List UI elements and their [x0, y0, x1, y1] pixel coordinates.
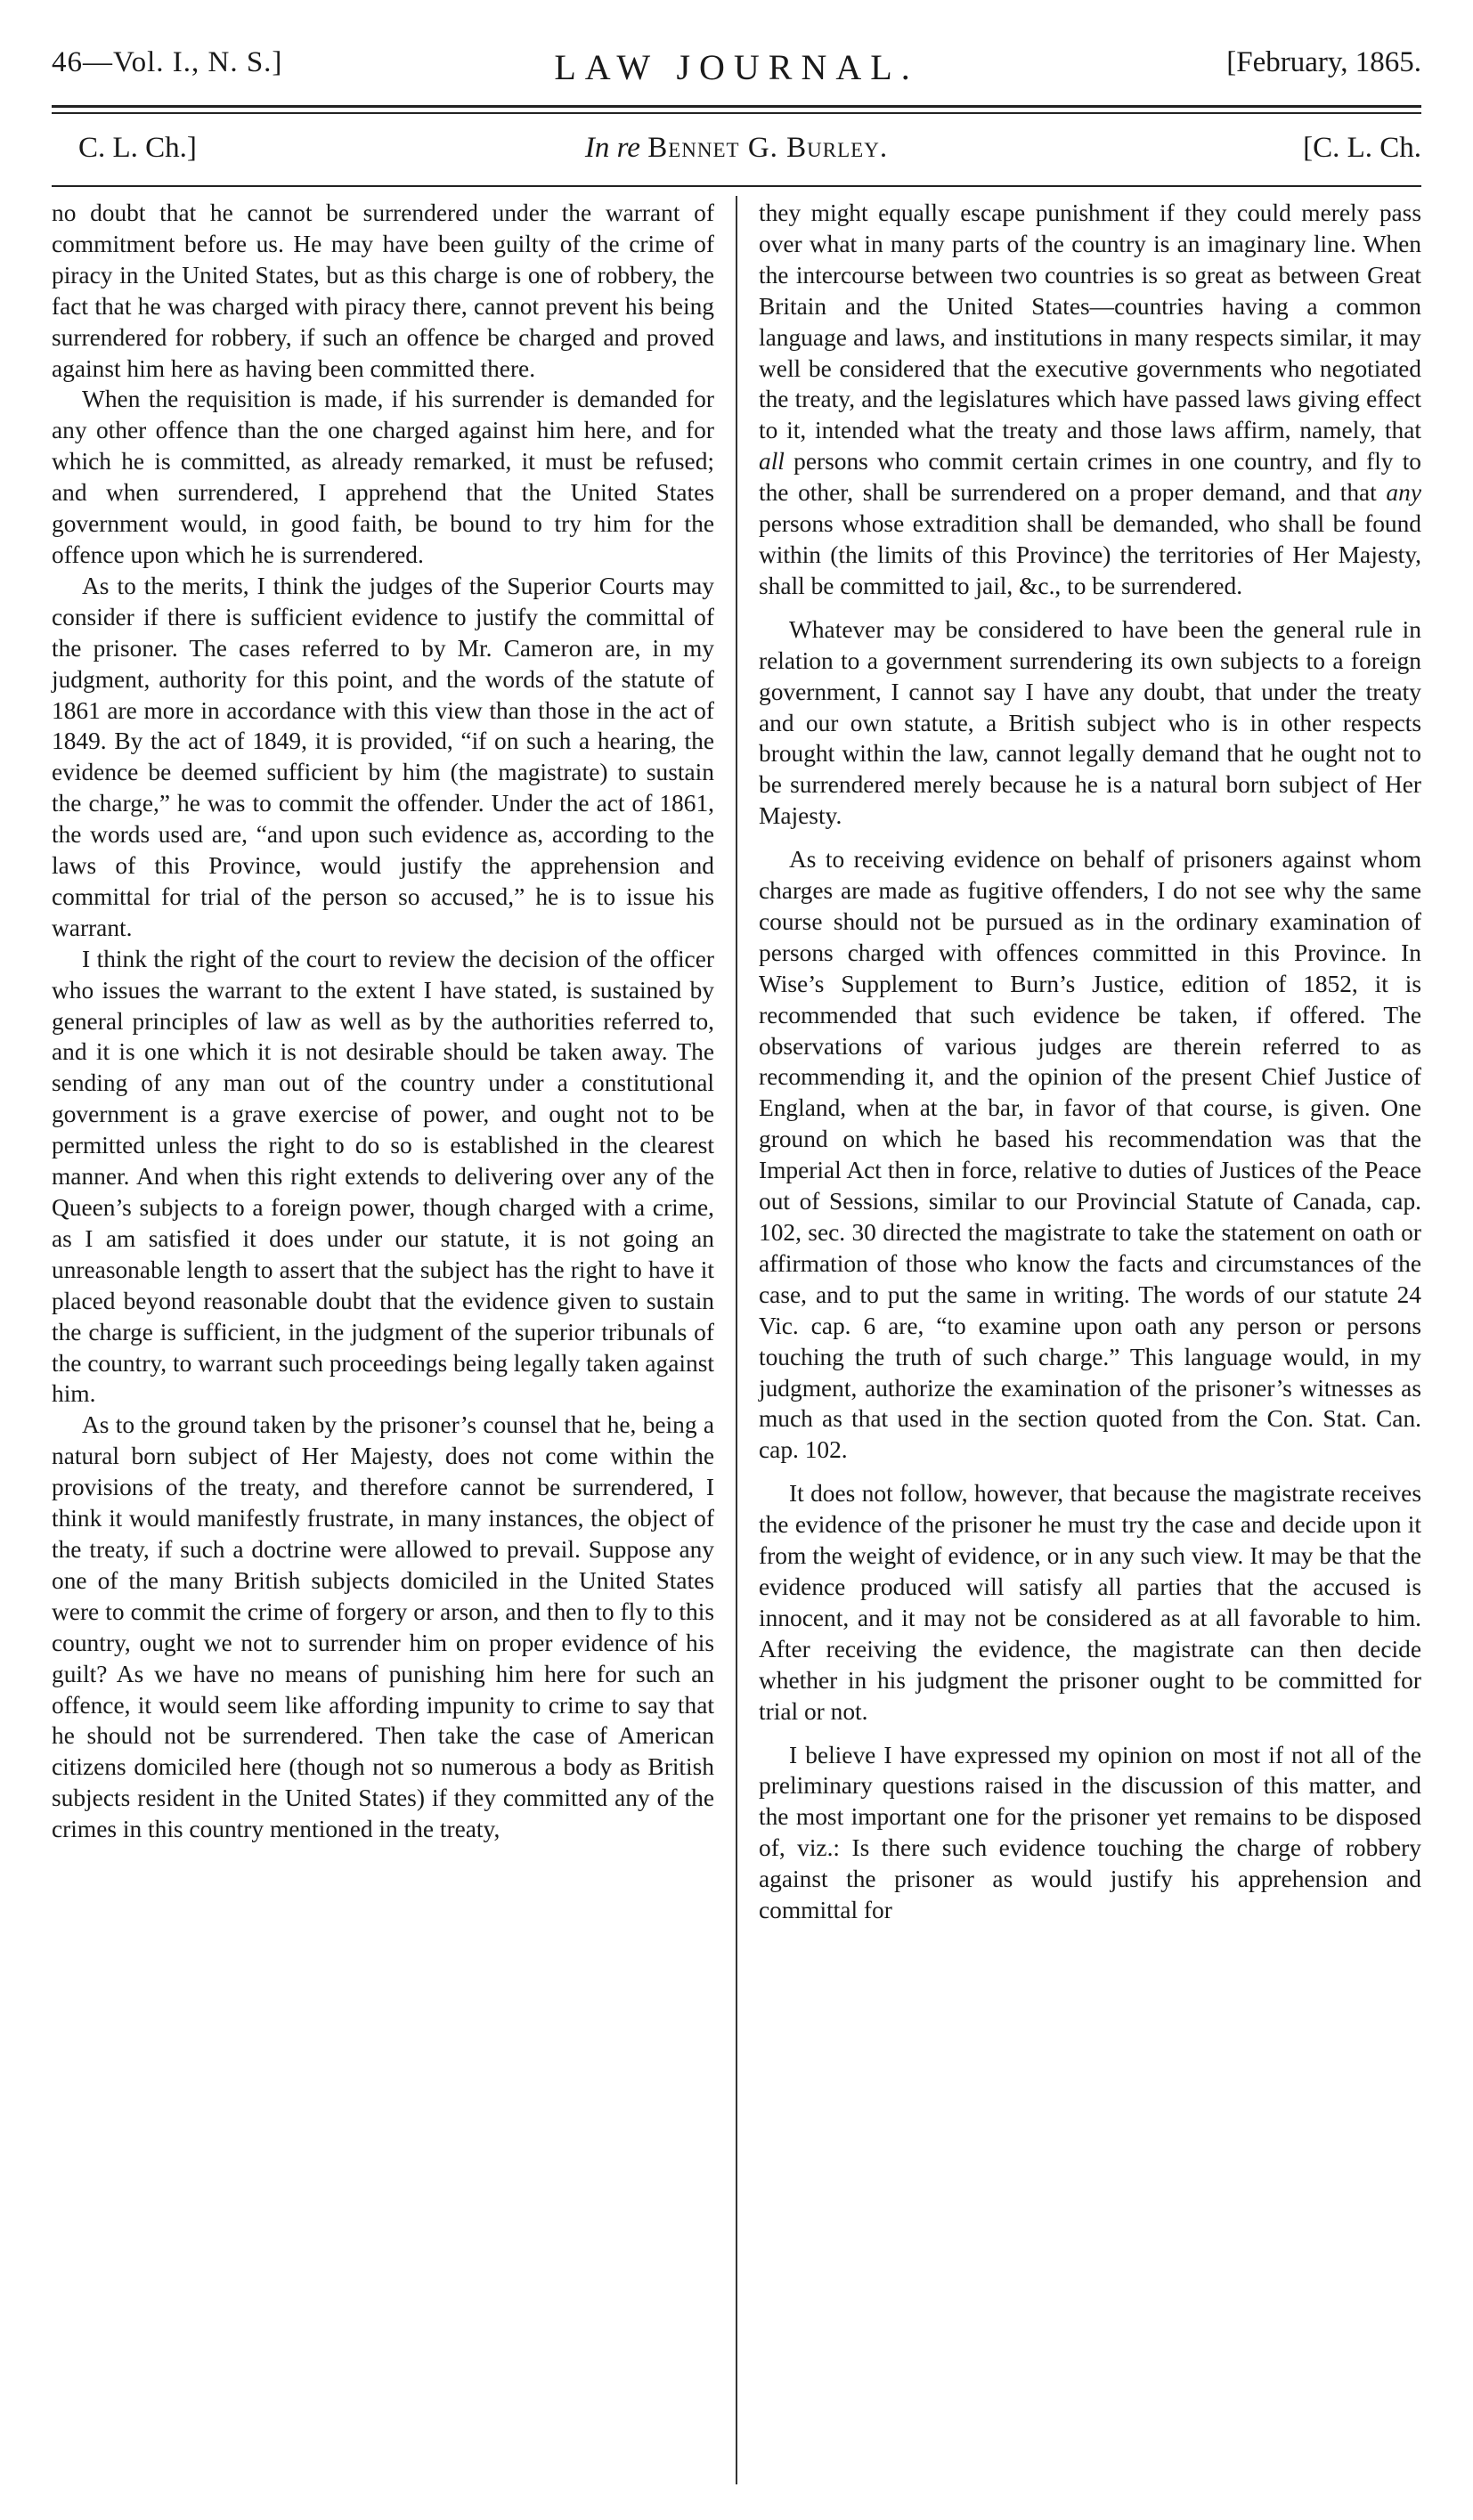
court-label-right: [C. L. Ch. — [1303, 132, 1421, 164]
paragraph: When the requisition is made, if his surrender is demanded for any other offence than the one charged against him here, and for which he is committed, as already remarked, it must be refused; and when surrendered, I apprehend that the United States government would, in good faith, be bound to try him for the offence upon which he is surrendered. — [52, 386, 714, 568]
paragraph-text: they might equally escape punishment if they could merely pass over what in many parts of the country is an imaginary line. When the intercourse between two countries is so great as between Great Britain and the United States—countries having a common language and laws, and institutions in many respects similar, it may well be considered that the executive governments who negotiated the treaty, and the legislatures which have passed laws giving effect to it, intended what the treaty and those laws affirm, namely, that — [759, 199, 1421, 444]
paragraph: no doubt that he cannot be surrendered under the warrant of commitment before us. He may have been guilty of the crime of piracy in the United States, but as this charge is one of robbery, the fact that he was charged with piracy there, cannot prevent his being surrendered for robbery, if such an offence be charged and proved against him here as having been committed there. — [52, 199, 714, 382]
case-name: Bennet G. Burley. — [647, 132, 889, 164]
case-header — [52, 132, 1421, 178]
case-prefix: In re — [584, 132, 640, 164]
paragraph: As to the merits, I think the judges of the Superior Courts may consider if there is sufficient evidence to justify the committal of the prisoner. The cases referred to by Mr. Cameron are, in my judgment, authority for this point, and the words of the statute of 1861 are more in accordance with this view than those in the act of 1849. By the act of 1849, it is provided, “if on such a hearing, the evidence be deemed sufficient by him (the magistrate) to sustain the charge,” he was to commit the offender. Under the act of 1861, the words used are, “and upon such evidence as, according to the laws of this Province, would justify the apprehension and committal for trial of the person so accused,” he is to issue his warrant. — [52, 572, 714, 941]
paragraph-text: persons who commit certain crimes in one country, and fly to the other, shall be surrendered on a proper demand, and that — [759, 448, 1421, 507]
column-divider — [736, 196, 737, 2484]
court-label-left: C. L. Ch.] — [78, 132, 197, 164]
running-header — [52, 46, 1421, 98]
emphasis: any — [1386, 479, 1421, 507]
paragraph: I believe I have expressed my opinion on most if not all of the preliminary questions raised in the discussion of this matter, and the most important one for the prisoner yet remains to be disposed of, viz.: Is there such evidence touching the charge of robbery against the prisoner as would justify his apprehension and committal for — [759, 1741, 1421, 1924]
header-rule-bottom — [52, 112, 1421, 114]
paragraph: As to receiving evidence on behalf of prisoners against whom charges are made as fugitive offenders, I do not see why the same course should not be pursued as in the ordinary examination of persons charged with offences committed in this Province. In Wise’s Supplement to Burn’s Justice, edition of 1852, it is recommended that such evidence be taken, if offered. The observations of various judges are therein referred to as recommending it, and the opinion of the present Chief Justice of England, when at the bar, in favor of that course, is given. One ground on which he based his recommendation was that the Imperial Act then in force, relative to duties of Justices of the Peace out of Sessions, similar to our Provincial Statute of Canada, cap. 102, sec. 30 directed the magistrate to take the statement on oath or affirmation of those who know the facts and circumstances of the case, and to put the same in writing. The words of our statute 24 Vic. cap. 6 are, “to examine upon oath any person or persons touching the truth of such charge.” This language would, in my judgment, authorize the examination of the prisoner’s witnesses as much as that used in the section quoted from the Con. Stat. Can. cap. 102. — [759, 846, 1421, 1464]
paragraph: Whatever may be considered to have been the general rule in relation to a government surrendering its own subjects to a foreign government, I cannot say I have any doubt, that under the treaty and our own statute, a British subject who is in other respects brought within the law, cannot legally demand that he ought not to be surrendered merely because he is a natural born subject of Her Majesty. — [759, 615, 1421, 830]
journal-title: LAW JOURNAL. — [554, 47, 919, 87]
page-reference: 46—Vol. I., N. S.] — [52, 46, 283, 78]
left-column — [52, 198, 714, 1845]
case-title — [52, 132, 1421, 165]
paragraph: It does not follow, however, that because the magistrate receives the evidence of the prisoner he must try the case and decide upon it from the weight of evidence, or in any such view. It may be that the evidence produced will satisfy all parties that the accused is innocent, and it may not be considered as at all favorable to him. After receiving the evidence, the magistrate can then decide whether in his judgment the prisoner ought to be committed for trial or not. — [759, 1480, 1421, 1725]
paragraph-text: persons whose extradition shall be demanded, who shall be found within (the limits of this Province) the territories of Her Majesty, shall be committed to jail, &c., to be surrendered. — [759, 510, 1421, 599]
header-rule-top — [52, 105, 1421, 108]
paragraph — [759, 198, 1421, 602]
paragraph: As to the ground taken by the prisoner’s counsel that he, being a natural born subject of Her Majesty, does not come within the provisions of the treaty, and therefore cannot be surrendered, I think it would manifestly frustrate, in many instances, the object of the treaty, if such a doctrine were allowed to prevail. Suppose any one of the many British subjects domiciled in the United States were to commit the crime of forgery or arson, and then to fly to this country, ought we not to surrender him on proper evidence of his guilt? As we have no means of punishing him here for such an offence, it would seem like affording impunity to crime to say that he should not be surrendered. Then take the case of American citizens domiciled here (though not so numerous a body as British subjects resident in the United States) if they committed any of the crimes in this country mentioned in the treaty, — [52, 1411, 714, 1843]
case-header-rule — [52, 185, 1421, 187]
right-column — [759, 198, 1421, 1926]
issue-date: [February, 1865. — [1226, 46, 1421, 78]
paragraph: I think the right of the court to review the decision of the officer who issues the warrant to the extent I have stated, is sustained by general principles of law as well as by the authorities referred to, and it is one which it is not desirable should be taken away. The sending of any man out of the country under a constitutional government is a grave exercise of power, and ought not to be permitted unless the right to do so is established in the clearest manner. And when this right extends to delivering over any of the Queen’s subjects to a foreign power, though charged with a crime, as I am satisfied it does under our statute, it is not going an unreasonable length to assert that the subject has the right to have it placed beyond reasonable doubt that the evidence given to sustain the charge is sufficient, in the judgment of the superior tribunals of the country, to warrant such proceedings being legally taken against him. — [52, 945, 714, 1408]
emphasis: all — [759, 448, 785, 476]
